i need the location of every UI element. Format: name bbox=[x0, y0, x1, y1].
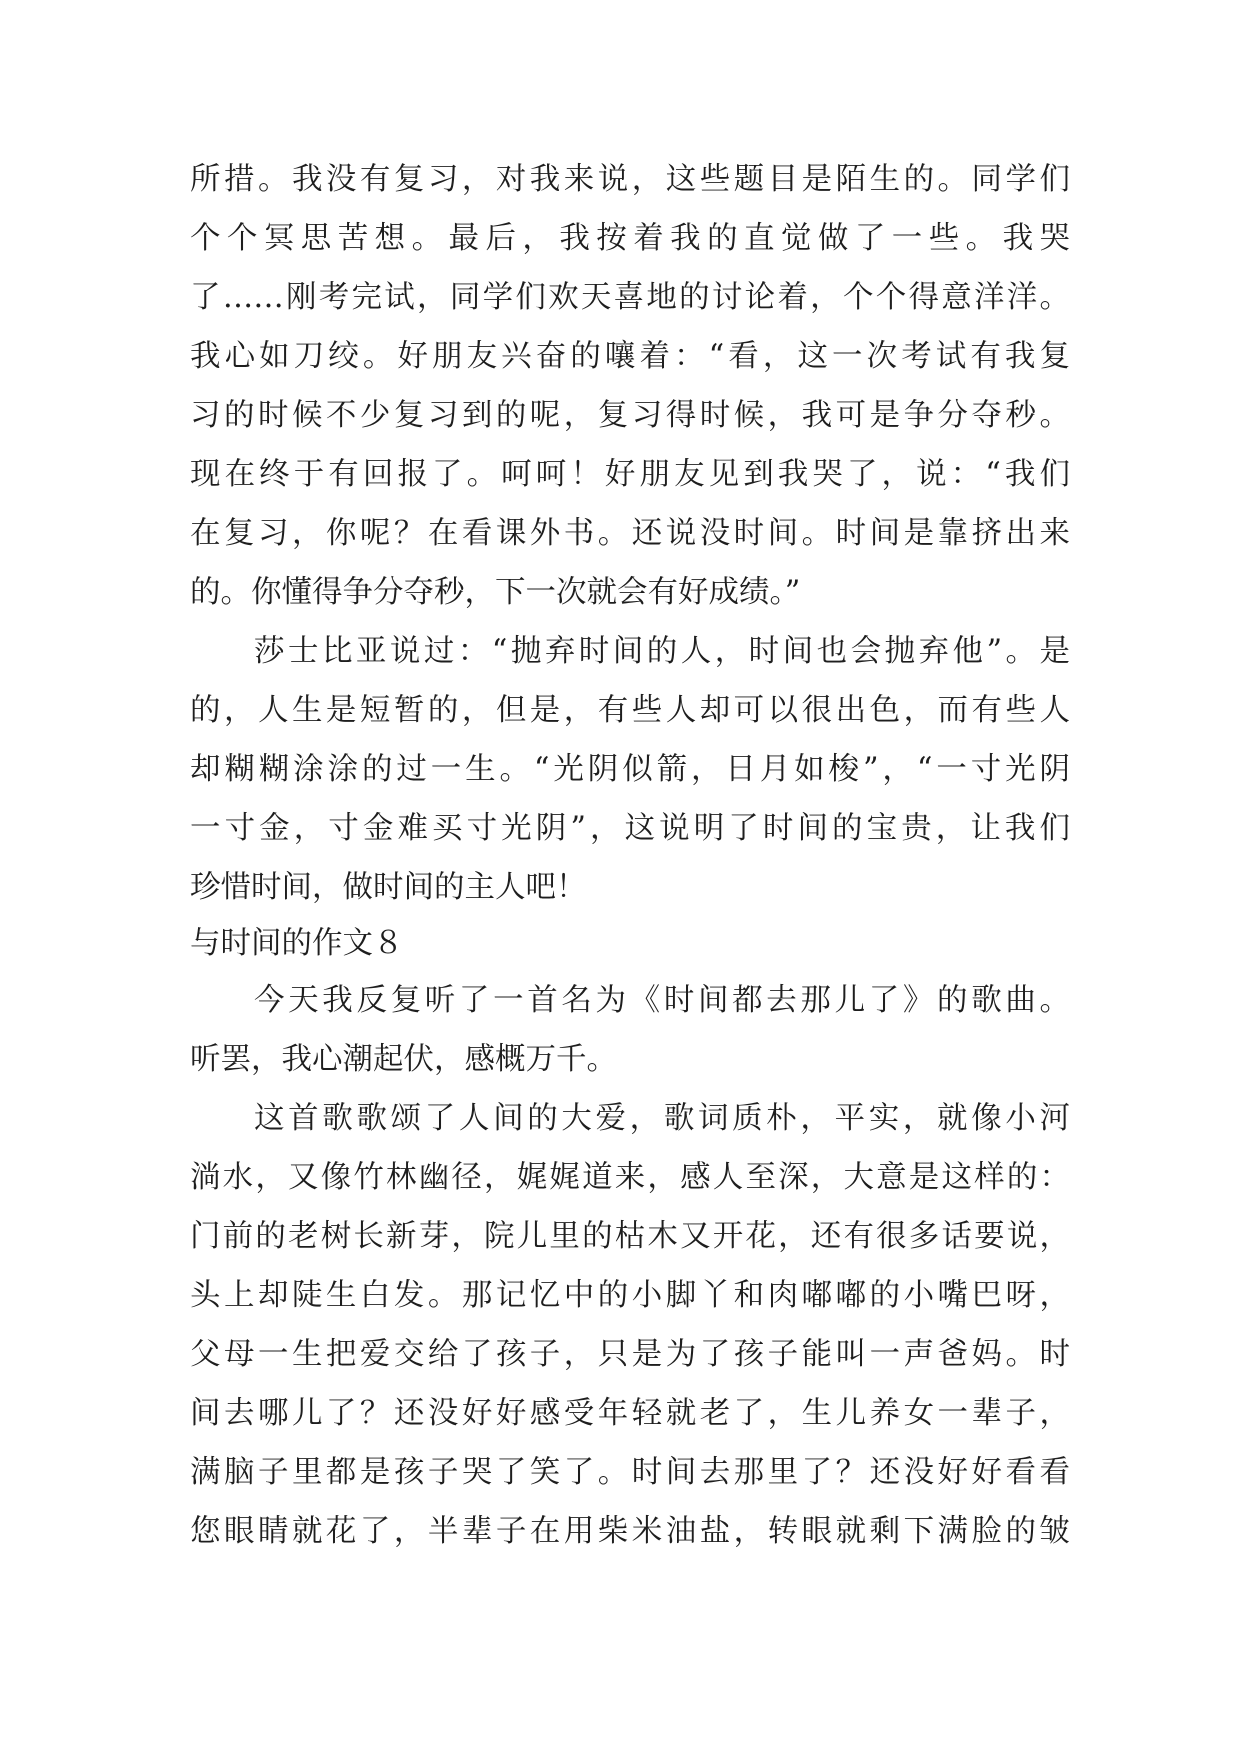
paragraph-exam-story bbox=[190, 150, 1070, 622]
text-line: 了……刚考完试，同学们欢天喜地的讨论着，个个得意洋洋。 bbox=[190, 280, 1070, 315]
text-line: 这首歌歌颂了人间的大爱，歌词质朴，平实，就像小河 bbox=[254, 1101, 1070, 1136]
paragraph-song-intro bbox=[190, 971, 1070, 1089]
text-line: 头上却陡生白发。那记忆中的小脚丫和肉嘟嘟的小嘴巴呀， bbox=[190, 1278, 1070, 1313]
text-line: 听罢，我心潮起伏，感概万千。 bbox=[190, 1042, 617, 1077]
text-line: 父母一生把爱交给了孩子，只是为了孩子能叫一声爸妈。时 bbox=[190, 1337, 1070, 1372]
text-line: 今天我反复听了一首名为《时间都去那儿了》的歌曲。 bbox=[254, 983, 1070, 1018]
text-line: 的，人生是短暂的，但是，有些人却可以很出色，而有些人 bbox=[190, 693, 1070, 728]
text-line: 一寸金，寸金难买寸光阴”，这说明了时间的宝贵，让我们 bbox=[190, 811, 1070, 846]
text-line: 满脑子里都是孩子哭了笑了。时间去那里了？还没好好看看 bbox=[190, 1455, 1070, 1490]
text-line: 莎士比亚说过：“抛弃时间的人，时间也会抛弃他”。是 bbox=[254, 634, 1070, 669]
text-line: 珍惜时间，做时间的主人吧！ bbox=[190, 870, 587, 905]
paragraph-song-description bbox=[190, 1089, 1070, 1561]
text-line: 却糊糊涂涂的过一生。“光阴似箭，日月如梭”，“一寸光阴 bbox=[190, 752, 1070, 787]
text-line: 在复习，你呢？在看课外书。还说没时间。时间是靠挤出来 bbox=[190, 516, 1070, 551]
text-line: 个个冥思苦想。最后，我按着我的直觉做了一些。我哭 bbox=[190, 221, 1070, 256]
text-line: 淌水，又像竹林幽径，娓娓道来，感人至深，大意是这样的： bbox=[190, 1160, 1070, 1195]
text-line: 所措。我没有复习，对我来说，这些题目是陌生的。同学们 bbox=[190, 162, 1070, 197]
text-line: 您眼睛就花了，半辈子在用柴米油盐，转眼就剩下满脸的皱 bbox=[190, 1514, 1070, 1549]
text-line: 的。你懂得争分夺秒，下一次就会有好成绩。” bbox=[190, 575, 801, 610]
text-line: 门前的老树长新芽，院儿里的枯木又开花，还有很多话要说， bbox=[190, 1219, 1070, 1254]
text-line: 现在终于有回报了。呵呵！好朋友见到我哭了，说：“我们 bbox=[190, 457, 1070, 492]
section-heading: 与时间的作文８ bbox=[190, 926, 404, 961]
paragraph-shakespeare-quote bbox=[190, 622, 1070, 917]
text-line: 间去哪儿了？还没好好感受年轻就老了，生儿养女一辈子， bbox=[190, 1396, 1070, 1431]
text-line: 习的时候不少复习到的呢，复习得时候，我可是争分夺秒。 bbox=[190, 398, 1070, 433]
essay-body bbox=[190, 150, 1070, 1561]
text-line: 我心如刀绞。好朋友兴奋的嚷着：“看，这一次考试有我复 bbox=[190, 339, 1070, 374]
